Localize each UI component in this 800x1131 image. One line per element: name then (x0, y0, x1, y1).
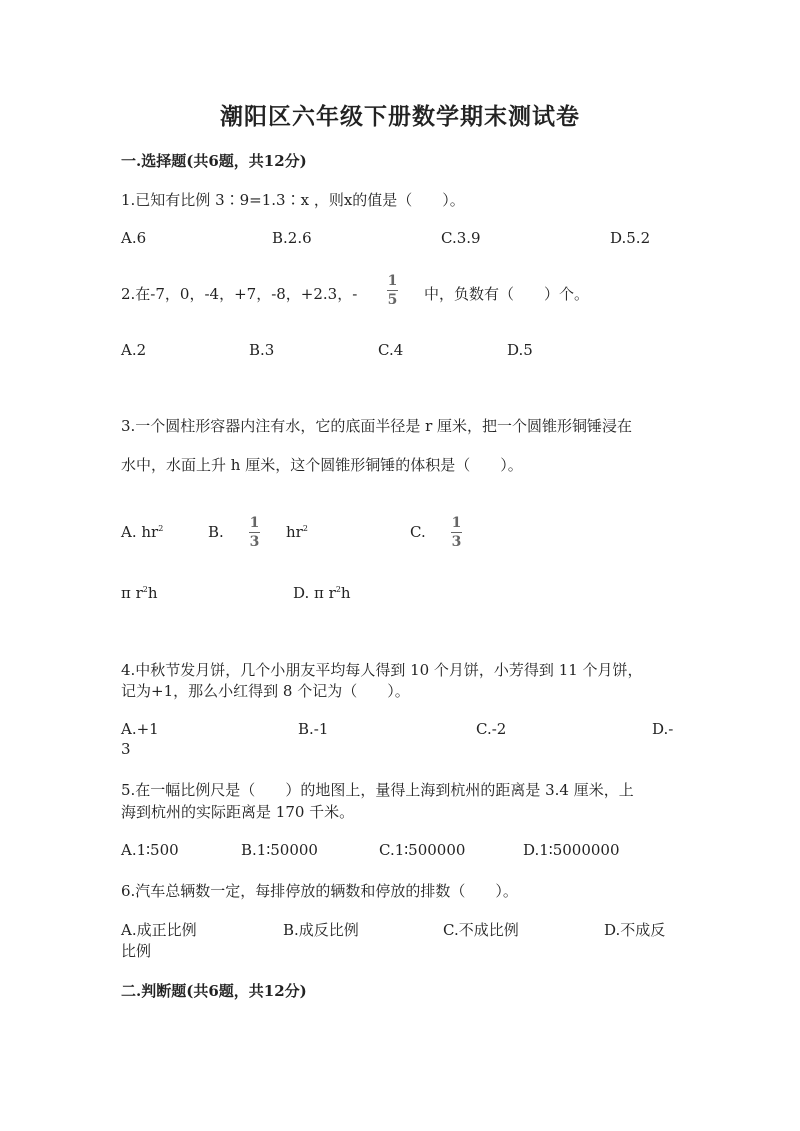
question-6-text: 6.汽车总辆数一定，每排停放的辆数和停放的排数（ ）。 (121, 882, 518, 900)
q6-option-a: A.成正比例 (121, 921, 197, 939)
q4-option-d-wrap: 3 (121, 740, 131, 758)
fraction-numerator: 1 (451, 515, 462, 531)
page-title: 潮阳区六年级下册数学期末测试卷 (220, 103, 580, 130)
q3-option-b-tail: $hr^2$ (286, 523, 308, 541)
q3-option-c-fraction (451, 516, 462, 549)
fraction-numerator: 1 (387, 273, 398, 289)
q3-option-b-fraction (249, 516, 260, 549)
question-2-text-start: 2.在-7，0，-4，+7，-8，+2.3，- (121, 285, 358, 303)
section-heading-judgement: 二.判断题(共6题，共12分) (121, 982, 307, 1000)
q5-option-d: D.1∶5000000 (523, 841, 620, 859)
q1-option-d: D.5.2 (610, 229, 651, 247)
q3-option-d: D. π $r^2h$ (293, 584, 351, 602)
q5-option-c: C.1∶500000 (379, 841, 466, 859)
q4-option-b: B.-1 (298, 720, 329, 738)
q3-option-a: A. $hr^2$ (121, 523, 164, 541)
fraction-bar (249, 532, 260, 533)
q4-option-d: D.- (652, 720, 674, 738)
q3-option-c-tail: π $r^2h$ (121, 584, 158, 602)
q3-option-b-label: B. (208, 523, 224, 541)
q1-option-b: B.2.6 (272, 229, 312, 247)
q6-option-c: C.不成比例 (443, 921, 519, 939)
fraction-bar (451, 532, 462, 533)
q2-fraction (387, 274, 398, 307)
question-1-text: 1.已知有比例 3∶9=1.3∶x ，则x的值是（ ）。 (121, 191, 465, 209)
q1-option-c: C.3.9 (441, 229, 481, 247)
q4-option-c: C.-2 (476, 720, 507, 738)
q6-option-d-wrap: 比例 (121, 942, 152, 960)
q2-option-d: D.5 (507, 341, 533, 359)
q3-option-c-label: C. (410, 523, 426, 541)
q6-option-b: B.成反比例 (283, 921, 359, 939)
fraction-numerator: 1 (249, 515, 260, 531)
q1-option-a: A.6 (121, 229, 147, 247)
fraction-denominator: 3 (451, 534, 462, 550)
question-2-text-end: 中，负数有（ ）个。 (424, 285, 590, 303)
fraction-bar (387, 290, 398, 291)
question-3-line-2: 水中，水面上升 h 厘米，这个圆锥形铜锤的体积是（ ）。 (121, 456, 523, 474)
question-5-line-2: 海到杭州的实际距离是 170 千米。 (121, 803, 355, 821)
q2-option-a: A.2 (121, 341, 147, 359)
section-heading-choice: 一.选择题(共6题，共12分) (121, 152, 307, 170)
question-4-line-1: 4.中秋节发月饼，几个小朋友平均每人得到 10 个月饼，小芳得到 11 个月饼， (121, 661, 643, 679)
question-3-line-1: 3.一个圆柱形容器内注有水，它的底面半径是 r 厘米，把一个圆锥形铜锤浸在 (121, 417, 633, 435)
q5-option-b: B.1∶50000 (241, 841, 318, 859)
q5-option-a: A.1∶500 (121, 841, 179, 859)
q6-option-d: D.不成反 (604, 921, 666, 939)
q4-option-a: A.+1 (121, 720, 159, 738)
fraction-denominator: 3 (249, 534, 260, 550)
fraction-denominator: 5 (387, 292, 398, 308)
question-5-line-1: 5.在一幅比例尺是（ ）的地图上，量得上海到杭州的距离是 3.4 厘米，上 (121, 781, 634, 799)
q2-option-c: C.4 (378, 341, 404, 359)
q2-option-b: B.3 (249, 341, 275, 359)
question-4-line-2: 记为+1，那么小红得到 8 个记为（ ）。 (121, 682, 410, 700)
